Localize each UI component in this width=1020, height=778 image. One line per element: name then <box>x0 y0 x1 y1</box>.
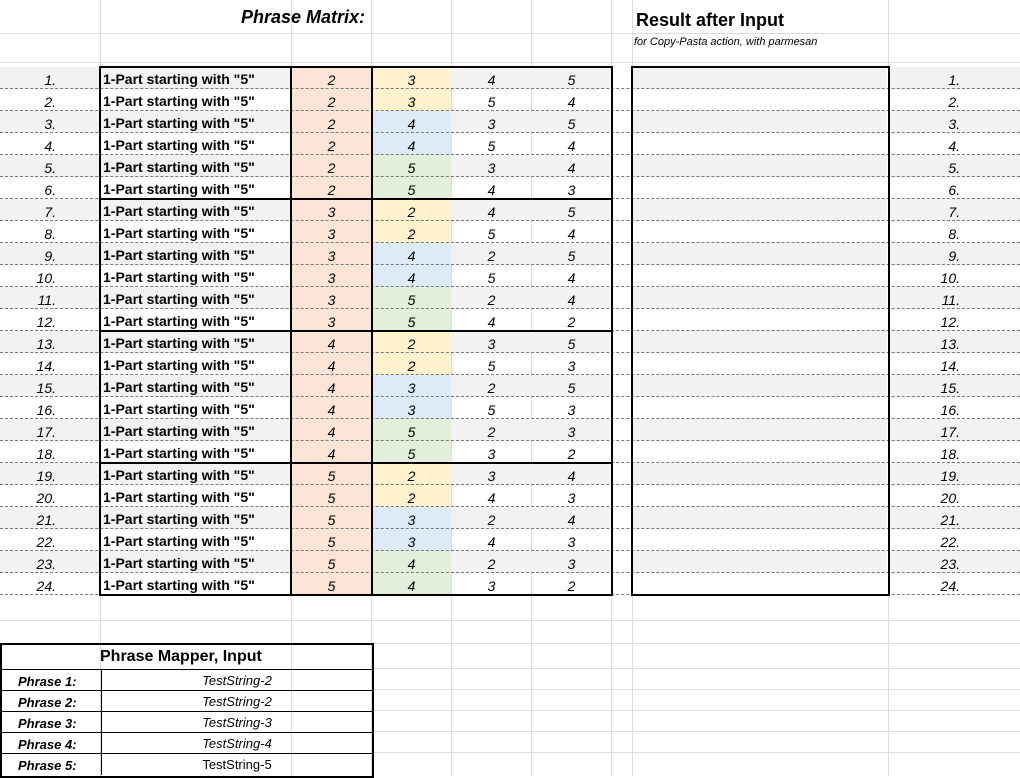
matrix-cell-2[interactable]: 3 <box>372 397 451 419</box>
matrix-cell-1[interactable]: 4 <box>292 441 371 463</box>
matrix-cell-1[interactable]: 5 <box>292 573 371 595</box>
matrix-cell-2[interactable]: 3 <box>372 67 451 89</box>
matrix-cell-2[interactable]: 5 <box>372 287 451 309</box>
matrix-cell-3[interactable]: 4 <box>487 534 496 550</box>
result-cell[interactable] <box>633 221 887 243</box>
matrix-cell-3[interactable]: 2 <box>487 380 496 396</box>
row-number: 1. <box>44 72 56 88</box>
grid-line <box>372 752 1020 753</box>
row-number: 2. <box>44 94 56 110</box>
table-row <box>0 111 1020 133</box>
matrix-cell-4[interactable]: 5 <box>567 116 576 132</box>
mapper-label: Phrase 4: <box>18 737 77 752</box>
result-title: Result after Input <box>636 10 785 30</box>
result-cell[interactable] <box>633 199 887 221</box>
phrase-cell[interactable]: 1-Part starting with "5" <box>103 181 255 197</box>
matrix-cell-1[interactable]: 4 <box>292 353 371 375</box>
matrix-cell-3[interactable]: 4 <box>487 314 496 330</box>
row-number: 5. <box>44 160 56 176</box>
result-row-number: 9. <box>948 248 960 264</box>
matrix-cell-1[interactable]: 5 <box>292 551 371 573</box>
matrix-cell-3[interactable]: 3 <box>487 446 496 462</box>
matrix-cell-4[interactable]: 5 <box>567 248 576 264</box>
result-cell[interactable] <box>633 573 887 595</box>
matrix-cell-1[interactable]: 4 <box>292 331 371 353</box>
phrase-cell[interactable]: 1-Part starting with "5" <box>103 423 255 439</box>
result-row-number: 8. <box>948 226 960 242</box>
matrix-cell-2[interactable]: 2 <box>372 331 451 353</box>
matrix-cell-2[interactable]: 4 <box>372 243 451 265</box>
matrix-cell-2[interactable]: 3 <box>372 89 451 111</box>
table-row <box>0 397 1020 419</box>
phrase-cell[interactable]: 1-Part starting with "5" <box>103 357 255 373</box>
table-row <box>0 89 1020 111</box>
mapper-input[interactable]: TestString-2 <box>101 691 372 712</box>
matrix-cell-2[interactable]: 2 <box>372 485 451 507</box>
phrase-cell[interactable]: 1-Part starting with "5" <box>103 247 255 263</box>
table-row <box>0 177 1020 199</box>
result-row-number: 10. <box>940 270 960 286</box>
phrase-matrix-title: Phrase Matrix: <box>241 7 366 27</box>
grid-line <box>372 668 1020 669</box>
result-row-number: 18. <box>940 446 960 462</box>
table-row <box>0 243 1020 265</box>
matrix-cell-2[interactable]: 5 <box>372 309 451 331</box>
matrix-cell-2[interactable]: 5 <box>372 155 451 177</box>
matrix-cell-2[interactable]: 4 <box>372 111 451 133</box>
phrase-cell[interactable]: 1-Part starting with "5" <box>103 291 255 307</box>
matrix-cell-2[interactable]: 3 <box>372 529 451 551</box>
matrix-cell-4[interactable]: 2 <box>567 314 576 330</box>
result-cell[interactable] <box>633 463 887 485</box>
matrix-cell-3[interactable]: 2 <box>487 292 496 308</box>
matrix-cell-4[interactable]: 3 <box>567 182 576 198</box>
row-number: 21. <box>36 512 56 528</box>
matrix-cell-3[interactable]: 4 <box>487 204 496 220</box>
result-row-number: 5. <box>948 160 960 176</box>
matrix-cell-4[interactable]: 4 <box>567 270 576 286</box>
table-row <box>0 529 1020 551</box>
matrix-cell-3[interactable]: 3 <box>487 116 496 132</box>
mapper-input[interactable]: TestString-3 <box>101 712 372 733</box>
result-cell[interactable] <box>633 353 887 375</box>
phrase-cell[interactable]: 1-Part starting with "5" <box>103 511 255 527</box>
matrix-cell-4[interactable]: 5 <box>567 72 576 88</box>
result-row-number: 19. <box>940 468 960 484</box>
phrase-cell[interactable]: 1-Part starting with "5" <box>103 401 255 417</box>
result-cell[interactable] <box>633 111 887 133</box>
result-row-number: 3. <box>948 116 960 132</box>
matrix-cell-2[interactable]: 2 <box>372 221 451 243</box>
matrix-cell-4[interactable]: 3 <box>567 490 576 506</box>
matrix-cell-3[interactable]: 5 <box>487 402 496 418</box>
row-number: 14. <box>36 358 56 374</box>
grid-line <box>372 710 1020 711</box>
matrix-cell-2[interactable]: 5 <box>372 441 451 463</box>
row-number: 13. <box>36 336 56 352</box>
result-cell[interactable] <box>633 507 887 529</box>
result-row-number: 2. <box>948 94 960 110</box>
table-row <box>0 507 1020 529</box>
matrix-cell-2[interactable]: 4 <box>372 265 451 287</box>
matrix-cell-4[interactable]: 4 <box>567 160 576 176</box>
mapper-label: Phrase 5: <box>18 758 77 773</box>
matrix-cell-3[interactable]: 3 <box>487 160 496 176</box>
matrix-cell-4[interactable]: 4 <box>567 138 576 154</box>
table-row <box>0 463 1020 485</box>
matrix-cell-1[interactable]: 2 <box>292 177 371 199</box>
row-number: 4. <box>44 138 56 154</box>
row-number: 10. <box>36 270 56 286</box>
result-row-number: 11. <box>941 292 960 308</box>
matrix-cell-1[interactable]: 4 <box>292 419 371 441</box>
matrix-cell-4[interactable]: 4 <box>567 292 576 308</box>
matrix-cell-2[interactable]: 3 <box>372 375 451 397</box>
row-number: 12. <box>36 314 56 330</box>
phrase-cell[interactable]: 1-Part starting with "5" <box>103 313 255 329</box>
result-cell[interactable] <box>633 529 887 551</box>
matrix-cell-4[interactable]: 4 <box>567 468 576 484</box>
result-cell[interactable] <box>633 89 887 111</box>
row-number: 3. <box>44 116 56 132</box>
result-row-number: 21. <box>940 512 960 528</box>
matrix-cell-2[interactable]: 5 <box>372 419 451 441</box>
matrix-cell-2[interactable]: 2 <box>372 199 451 221</box>
grid-line <box>372 689 1020 690</box>
mapper-label: Phrase 2: <box>18 695 77 710</box>
table-row <box>0 199 1020 221</box>
row-number: 7. <box>44 204 56 220</box>
matrix-cell-1[interactable]: 2 <box>292 67 371 89</box>
matrix-cell-1[interactable]: 4 <box>292 397 371 419</box>
matrix-cell-3[interactable]: 3 <box>487 578 496 594</box>
grid-line <box>0 62 1020 63</box>
result-row-number: 24. <box>940 578 960 594</box>
matrix-cell-1[interactable]: 3 <box>292 309 371 331</box>
matrix-cell-3[interactable]: 5 <box>487 226 496 242</box>
mapper-row <box>0 753 372 775</box>
matrix-cell-3[interactable]: 5 <box>487 270 496 286</box>
result-row-number: 20. <box>940 490 960 506</box>
matrix-cell-2[interactable]: 2 <box>372 463 451 485</box>
result-row-number: 13. <box>940 336 960 352</box>
phrase-cell[interactable]: 1-Part starting with "5" <box>103 467 255 483</box>
row-number: 15. <box>36 380 56 396</box>
matrix-cell-3[interactable]: 3 <box>487 468 496 484</box>
row-number: 20. <box>36 490 56 506</box>
matrix-cell-1[interactable]: 5 <box>292 485 371 507</box>
result-row-number: 12. <box>940 314 960 330</box>
phrase-cell[interactable]: 1-Part starting with "5" <box>103 225 255 241</box>
matrix-cell-4[interactable]: 3 <box>567 534 576 550</box>
matrix-cell-1[interactable]: 3 <box>292 287 371 309</box>
matrix-cell-4[interactable]: 4 <box>567 94 576 110</box>
grid-line <box>0 643 1020 644</box>
matrix-cell-2[interactable]: 4 <box>372 573 451 595</box>
result-row-number: 6. <box>948 182 960 198</box>
result-cell[interactable] <box>633 309 887 331</box>
matrix-cell-1[interactable]: 3 <box>292 199 371 221</box>
grid-line <box>0 33 1020 34</box>
result-cell[interactable] <box>633 331 887 353</box>
matrix-cell-2[interactable]: 3 <box>372 507 451 529</box>
result-row-number: 23. <box>940 556 960 572</box>
mapper-label: Phrase 3: <box>18 716 77 731</box>
row-number: 18. <box>36 446 56 462</box>
matrix-cell-2[interactable]: 5 <box>372 177 451 199</box>
row-number: 22. <box>36 534 56 550</box>
table-row <box>0 551 1020 573</box>
table-row <box>0 309 1020 331</box>
result-cell[interactable] <box>633 243 887 265</box>
phrase-cell[interactable]: 1-Part starting with "5" <box>103 93 255 109</box>
matrix-cell-3[interactable]: 5 <box>487 138 496 154</box>
table-row <box>0 573 1020 595</box>
matrix-cell-3[interactable]: 4 <box>487 490 496 506</box>
result-cell[interactable] <box>633 133 887 155</box>
matrix-cell-1[interactable]: 5 <box>292 507 371 529</box>
result-row-number: 15. <box>940 380 960 396</box>
table-row <box>0 375 1020 397</box>
result-row-number: 14. <box>940 358 960 374</box>
result-cell[interactable] <box>633 155 887 177</box>
matrix-cell-1[interactable]: 3 <box>292 221 371 243</box>
table-row <box>0 221 1020 243</box>
result-subtitle: for Copy-Pasta action, with parmesan <box>634 36 818 48</box>
result-cell[interactable] <box>633 551 887 573</box>
matrix-cell-3[interactable]: 2 <box>487 556 496 572</box>
matrix-cell-4[interactable]: 5 <box>567 204 576 220</box>
matrix-cell-2[interactable]: 4 <box>372 551 451 573</box>
result-cell[interactable] <box>633 287 887 309</box>
result-cell[interactable] <box>633 485 887 507</box>
row-number: 16. <box>36 402 56 418</box>
matrix-cell-3[interactable]: 2 <box>487 248 496 264</box>
phrase-cell[interactable]: 1-Part starting with "5" <box>103 269 255 285</box>
result-cell[interactable] <box>633 177 887 199</box>
phrase-cell[interactable]: 1-Part starting with "5" <box>103 115 255 131</box>
result-cell[interactable] <box>633 375 887 397</box>
result-row-number: 17. <box>940 424 960 440</box>
row-number: 9. <box>44 248 56 264</box>
result-row-number: 4. <box>948 138 960 154</box>
result-cell[interactable] <box>633 67 887 89</box>
matrix-cell-2[interactable]: 4 <box>372 133 451 155</box>
group-separator <box>101 330 611 332</box>
matrix-cell-4[interactable]: 3 <box>567 358 576 374</box>
mapper-row <box>0 669 372 691</box>
matrix-cell-4[interactable]: 3 <box>567 402 576 418</box>
phrase-cell[interactable]: 1-Part starting with "5" <box>103 71 255 87</box>
phrase-cell[interactable]: 1-Part starting with "5" <box>103 137 255 153</box>
phrase-cell[interactable]: 1-Part starting with "5" <box>103 159 255 175</box>
row-number: 11. <box>37 292 56 308</box>
row-number: 8. <box>44 226 56 242</box>
table-row <box>0 485 1020 507</box>
phrase-cell[interactable]: 1-Part starting with "5" <box>103 533 255 549</box>
phrase-cell[interactable]: 1-Part starting with "5" <box>103 555 255 571</box>
matrix-cell-3[interactable]: 2 <box>487 512 496 528</box>
matrix-cell-4[interactable]: 4 <box>567 512 576 528</box>
matrix-cell-1[interactable]: 2 <box>292 89 371 111</box>
matrix-cell-4[interactable]: 5 <box>567 380 576 396</box>
matrix-cell-3[interactable]: 5 <box>487 94 496 110</box>
group-separator <box>101 462 611 464</box>
matrix-cell-4[interactable]: 2 <box>567 578 576 594</box>
mapper-row <box>0 732 372 754</box>
row-number: 19. <box>36 468 56 484</box>
phrase-cell[interactable]: 1-Part starting with "5" <box>103 489 255 505</box>
table-row <box>0 419 1020 441</box>
phrase-cell[interactable]: 1-Part starting with "5" <box>103 379 255 395</box>
matrix-cell-1[interactable]: 4 <box>292 375 371 397</box>
phrase-mapper-title: Phrase Mapper, Input <box>100 648 262 665</box>
matrix-cell-3[interactable]: 4 <box>487 72 496 88</box>
result-cell[interactable] <box>633 441 887 463</box>
group-separator <box>101 198 611 200</box>
matrix-cell-1[interactable]: 5 <box>292 463 371 485</box>
grid-line <box>372 731 1020 732</box>
result-row-number: 7. <box>948 204 960 220</box>
row-number: 6. <box>44 182 56 198</box>
matrix-cell-4[interactable]: 5 <box>567 336 576 352</box>
row-number: 17. <box>36 424 56 440</box>
matrix-cell-3[interactable]: 4 <box>487 182 496 198</box>
grid-line <box>0 620 1020 621</box>
matrix-cell-3[interactable]: 2 <box>487 424 496 440</box>
row-divider <box>0 594 1020 595</box>
row-number: 23. <box>36 556 56 572</box>
table-row <box>0 67 1020 89</box>
matrix-cell-1[interactable]: 3 <box>292 265 371 287</box>
table-row <box>0 441 1020 463</box>
result-row-number: 16. <box>940 402 960 418</box>
matrix-cell-3[interactable]: 3 <box>487 336 496 352</box>
matrix-cell-4[interactable]: 2 <box>567 446 576 462</box>
result-cell[interactable] <box>633 265 887 287</box>
result-cell[interactable] <box>633 397 887 419</box>
result-row-number: 22. <box>940 534 960 550</box>
mapper-row <box>0 690 372 712</box>
mapper-row <box>0 711 372 733</box>
result-row-number: 1. <box>948 72 960 88</box>
table-row <box>0 331 1020 353</box>
row-number: 24. <box>36 578 56 594</box>
mapper-input[interactable]: TestString-2 <box>101 670 372 691</box>
table-row <box>0 353 1020 375</box>
phrase-cell[interactable]: 1-Part starting with "5" <box>103 203 255 219</box>
table-row <box>0 133 1020 155</box>
matrix-cell-4[interactable]: 3 <box>567 556 576 572</box>
table-row <box>0 265 1020 287</box>
table-row <box>0 287 1020 309</box>
mapper-input[interactable]: TestString-5 <box>101 754 372 775</box>
matrix-cell-1[interactable]: 3 <box>292 243 371 265</box>
mapper-label: Phrase 1: <box>18 674 77 689</box>
matrix-cell-1[interactable]: 5 <box>292 529 371 551</box>
matrix-cell-1[interactable]: 2 <box>292 111 371 133</box>
phrase-cell[interactable]: 1-Part starting with "5" <box>103 335 255 351</box>
phrase-cell[interactable]: 1-Part starting with "5" <box>103 577 255 593</box>
matrix-cell-2[interactable]: 2 <box>372 353 451 375</box>
result-cell[interactable] <box>633 419 887 441</box>
matrix-cell-1[interactable]: 2 <box>292 155 371 177</box>
phrase-cell[interactable]: 1-Part starting with "5" <box>103 445 255 461</box>
mapper-input[interactable]: TestString-4 <box>101 733 372 754</box>
matrix-cell-3[interactable]: 5 <box>487 358 496 374</box>
matrix-cell-4[interactable]: 3 <box>567 424 576 440</box>
table-row <box>0 155 1020 177</box>
matrix-cell-4[interactable]: 4 <box>567 226 576 242</box>
matrix-cell-1[interactable]: 2 <box>292 133 371 155</box>
